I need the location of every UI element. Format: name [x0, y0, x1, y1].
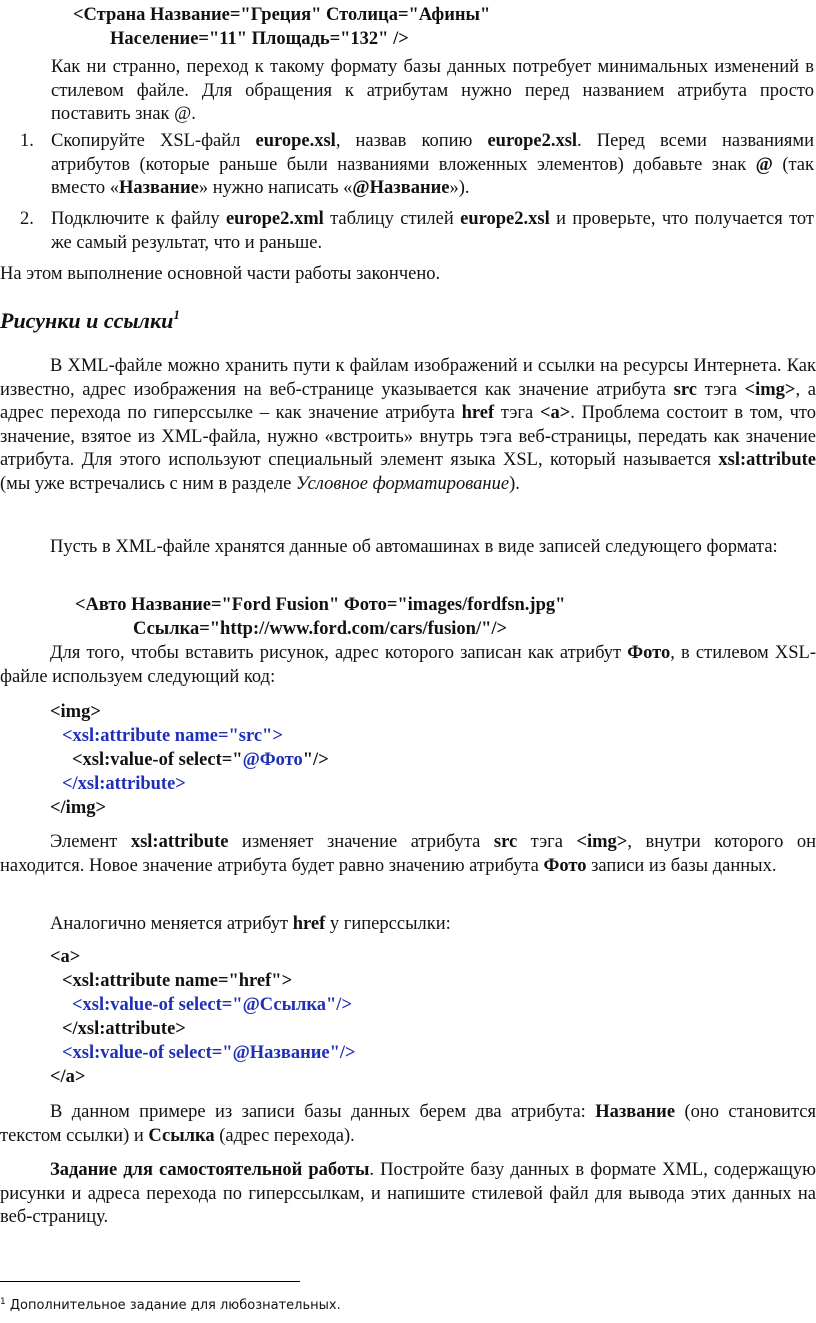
- xml-country-line1: <Страна Название="Греция" Столица="Афины": [73, 5, 491, 25]
- xml-country-line2: Население="11" Площадь="132" />: [110, 29, 409, 49]
- code-img-line3: <xsl:value-of select="@Фото"/>: [72, 750, 329, 770]
- step-2-text: Подключите к файлу europe2.xml таблицу стилей europe2.xsl и проверьте, что получается тот же самый результат, что и раньше.: [51, 209, 814, 253]
- code-a-line4: </xsl:attribute>: [62, 1019, 186, 1039]
- para-cars: Пусть в XML-файле хранятся данные об автомашинах в виде записей следующего формата:: [50, 537, 778, 557]
- code-img-line4: </xsl:attribute>: [62, 774, 186, 794]
- code-a-line1: <a>: [50, 947, 81, 967]
- code-img-line1: <img>: [50, 702, 101, 722]
- section-title: Рисунки и ссылки$^1$: [0, 307, 180, 333]
- footnote-text: Дополнительное задание для любознательных.: [5, 1298, 341, 1313]
- code-img-line2: <xsl:attribute name="src">: [62, 726, 283, 746]
- footnote-number: 1: [0, 1297, 6, 1307]
- step-1-text: Скопируйте XSL-файл europe.xsl, назвав копию europe2.xsl. Перед всеми названиями атрибутов (которые раньше были названиями вложенных элементов) добавьте знак @ (так вместо «Название» нужно написать «@Название»).: [51, 131, 815, 198]
- step-2-number: 2.: [20, 209, 34, 229]
- footnote: [0, 1297, 341, 1313]
- para-href: Аналогично меняется атрибут href у гиперссылки:: [50, 914, 451, 934]
- para-photo: Для того, чтобы вставить рисунок, адрес которого записан как атрибут Фото, в стилевом XSL-файле используем следующий код:: [0, 643, 816, 687]
- xml-car-line1: <Авто Название="Ford Fusion" Фото="images/fordfsn.jpg": [75, 595, 566, 615]
- section-title-footnote-ref: 1: [173, 307, 180, 322]
- code-a-line2: <xsl:attribute name="href">: [62, 971, 293, 991]
- intro-paragraph: Как ни странно, переход к такому формату базы данных потребует минимальных изменений в стилевом файле. Для обращения к атрибутам нужно перед названием атрибута просто поставить знак @.: [51, 57, 814, 124]
- para-task: Задание для самостоятельной работы. Постройте базу данных в формате XML, содержащую рисунки и адреса перехода по гиперссылкам, и напишите стилевой файл для вывода этих данных на веб-страницу.: [0, 1160, 816, 1227]
- code-a-line3: <xsl:value-of select="@Ссылка"/>: [72, 995, 352, 1015]
- step-1-number: 1.: [20, 131, 34, 151]
- main-done-text: На этом выполнение основной части работы закончено.: [0, 264, 441, 284]
- code-a-line5: <xsl:value-of select="@Название"/>: [62, 1043, 356, 1063]
- code-a-line6: </a>: [50, 1067, 86, 1087]
- footnote-separator: [0, 1281, 300, 1282]
- code-img-line5: </img>: [50, 798, 107, 818]
- para-example: В данном примере из записи базы данных берем два атрибута: Название (оно становится текстом ссылки) и Ссылка (адрес перехода).: [0, 1102, 816, 1146]
- para-xml-attributes: В XML-файле можно хранить пути к файлам изображений и ссылки на ресурсы Интернета. Как известно, адрес изображения на веб-странице указывается как значение атрибута src тэга <img>, а адрес перехода по гиперссылке – как значение атрибута href тэга <a>. Проблема состоит в том, что значение, взятое из XML-файла, нужно «встроить» внутрь тэга веб-страницы, передать как значение атрибута. Для этого используют специальный элемент языка XSL, который называется xsl:attribute (мы уже встречались с ним в разделе Условное форматирование).: [0, 356, 816, 494]
- xml-car-line2: Ссылка="http://www.ford.com/cars/fusion/"/>: [133, 619, 508, 639]
- para-element: Элемент xsl:attribute изменяет значение атрибута src тэга <img>, внутри которого он находится. Новое значение атрибута будет равно значению атрибута Фото записи из базы данных.: [0, 832, 816, 876]
